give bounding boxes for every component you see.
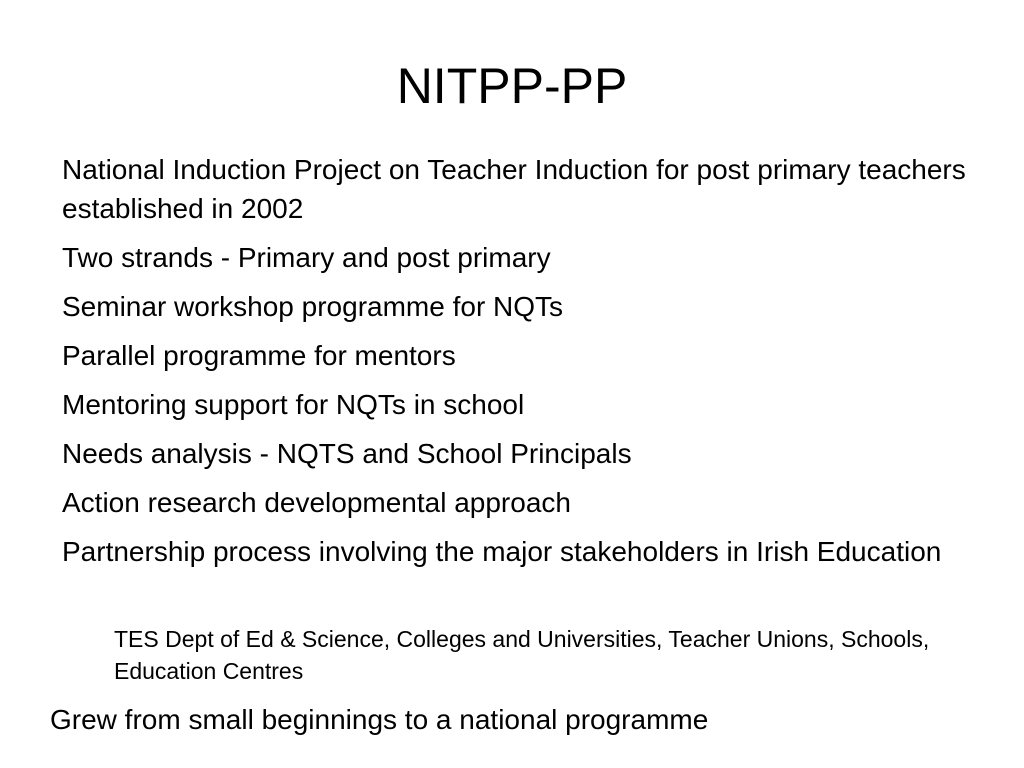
bullet-item: Parallel programme for mentors	[62, 340, 456, 371]
bullet-list	[62, 150, 992, 581]
closing-bullet: Grew from small beginnings to a national programme	[50, 704, 709, 735]
bullet-item: Needs analysis - NQTS and School Principals	[62, 438, 632, 469]
bullet-item: National Induction Project on Teacher Induction for post primary teachers established in 2002	[62, 154, 966, 224]
bullet-item: Action research developmental approach	[62, 487, 571, 518]
sub-bullet-stakeholders: TES Dept of Ed & Science, Colleges and Universities, Teacher Unions, Schools, Education Centres	[114, 626, 930, 684]
bullet-item: Mentoring support for NQTs in school	[62, 389, 525, 420]
bullet-item: Two strands - Primary and post primary	[62, 242, 551, 273]
slide-title: NITPP-PP	[396, 58, 628, 114]
bullet-item: Seminar workshop programme for NQTs	[62, 291, 564, 322]
bullet-item: Partnership process involving the major stakeholders in Irish Education	[62, 536, 942, 567]
